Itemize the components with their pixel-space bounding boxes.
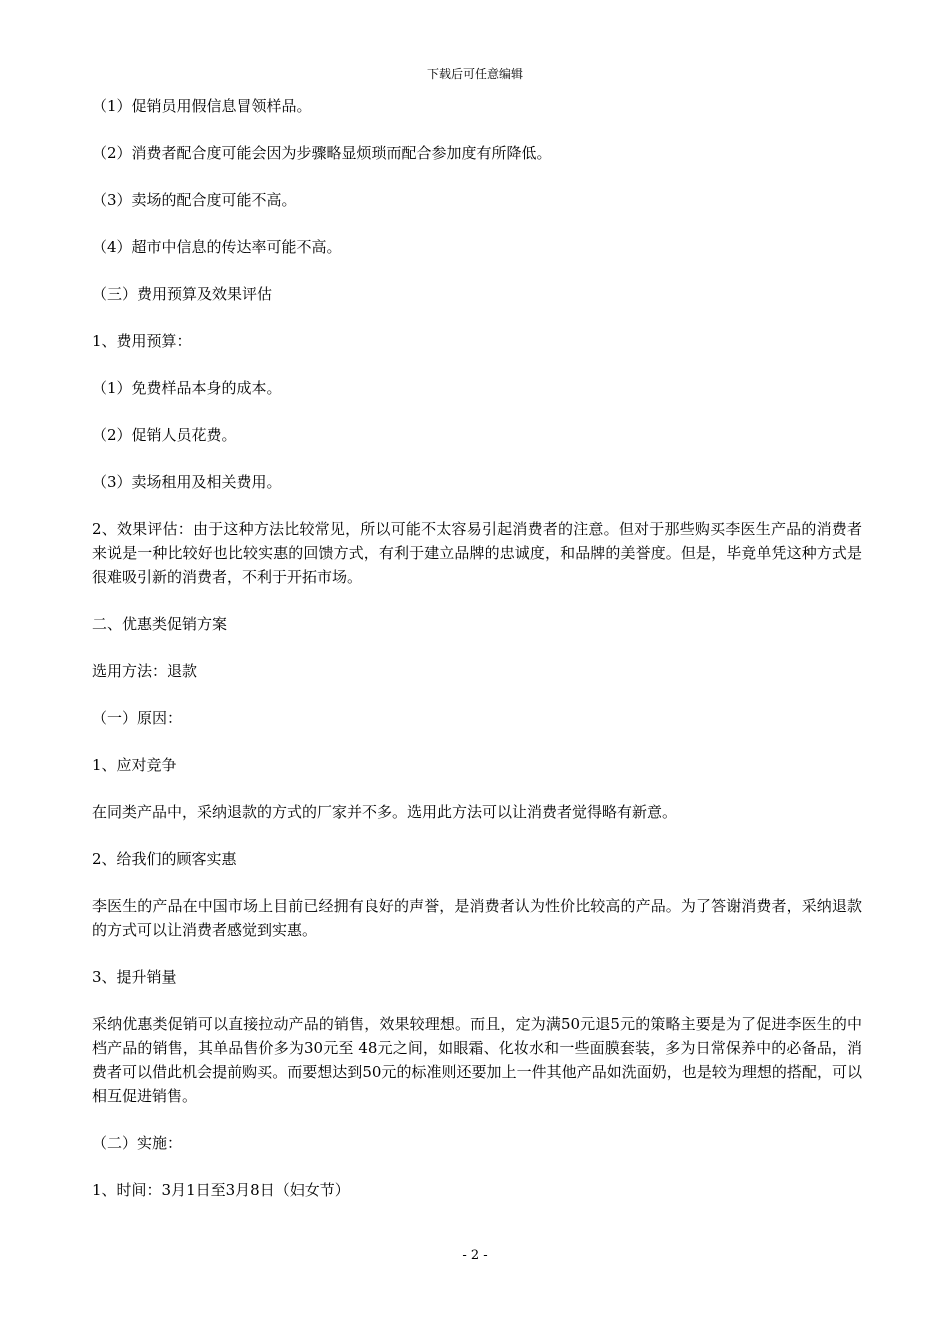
paragraph: 在同类产品中，采纳退款的方式的厂家并不多。选用此方法可以让消费者觉得略有新意。	[92, 803, 678, 821]
paragraph: 选用方法：退款	[92, 662, 198, 680]
paragraph: （1）促销员用假信息冒领样品。	[92, 97, 312, 115]
subsection-heading: 1、应对竞争	[92, 756, 177, 774]
paragraph: （3）卖场租用及相关费用。	[92, 473, 282, 491]
subsection-heading: 3、提升销量	[92, 968, 177, 986]
paragraph: 2、效果评估：由于这种方法比较常见，所以可能不太容易引起消费者的注意。但对于那些购买李医生产品的消费者来说是一种比较好也比较实惠的回馈方式，有利于建立品牌的忠诚度，和品牌的美誉度。但是，毕竟单凭这种方式是很难吸引新的消费者，不利于开拓市场。	[92, 520, 862, 586]
subsection-heading: 2、给我们的顾客实惠	[92, 850, 237, 868]
section-heading: （三）费用预算及效果评估	[92, 285, 273, 303]
paragraph: 1、时间：3月1日至3月8日（妇女节）	[92, 1181, 350, 1199]
paragraph: （1）免费样品本身的成本。	[92, 379, 282, 397]
paragraph: （3）卖场的配合度可能不高。	[92, 191, 297, 209]
paragraph: （2）促销人员花费。	[92, 426, 237, 444]
paragraph: （4）超市中信息的传达率可能不高。	[92, 238, 342, 256]
page-header: 下载后可任意编辑	[426, 67, 523, 81]
section-heading: 二、优惠类促销方案	[92, 615, 228, 633]
section-heading: （二）实施：	[92, 1134, 183, 1152]
paragraph: （2）消费者配合度可能会因为步骤略显烦琐而配合参加度有所降低。	[92, 144, 552, 162]
subsection-heading: 1、费用预算：	[92, 332, 192, 350]
paragraph: 李医生的产品在中国市场上目前已经拥有良好的声誉，是消费者认为性价比较高的产品。为了答谢消费者，采纳退款的方式可以让消费者感觉到实惠。	[92, 897, 862, 939]
paragraph: 采纳优惠类促销可以直接拉动产品的销售，效果较理想。而且，定为满50元退5元的策略主要是为了促进李医生的中档产品的销售，其单品售价多为30元至 48元之间，如眼霜、化妆水和一些面膜套装，多为日常保养中的必备品，消费者可以借此机会提前购买。而要想达到50元的标准则还要加上一件其他产品如洗面奶，也是较为理想的搭配，可以相互促进销售。	[92, 1015, 862, 1105]
document-body	[92, 94, 862, 1202]
page-number: - 2 -	[462, 1248, 488, 1263]
section-heading: （一）原因：	[92, 709, 183, 727]
